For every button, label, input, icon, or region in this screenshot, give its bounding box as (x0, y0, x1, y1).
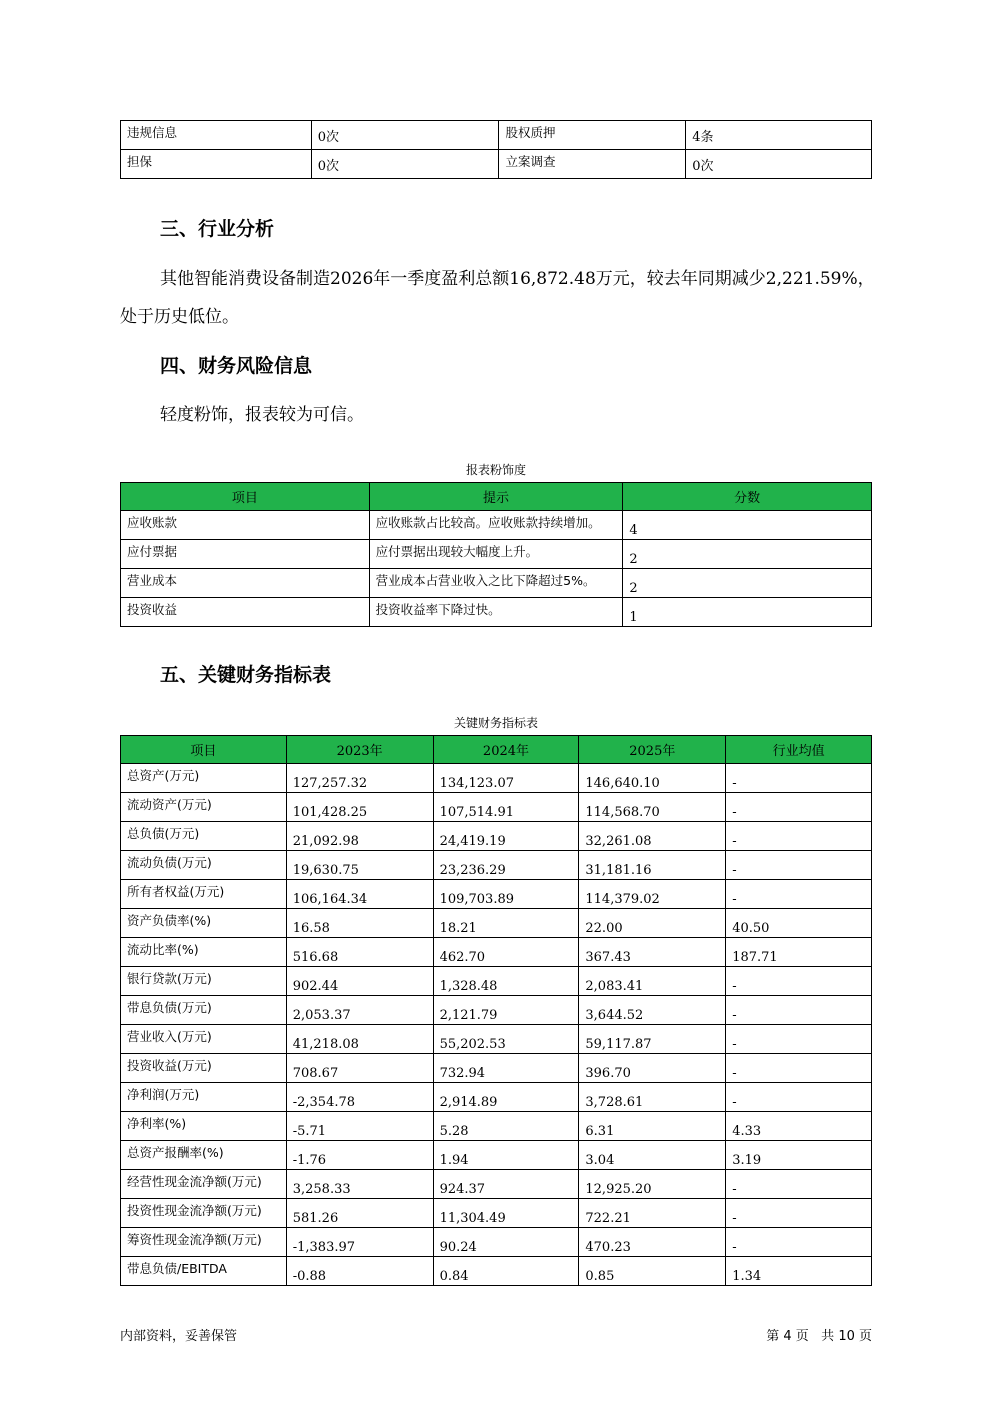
kpi-table-caption: 关键财务指标表 (453, 716, 538, 730)
kpi-item: 流动比率(%) (121, 938, 287, 967)
kpi-item: 营业收入(万元) (121, 1025, 287, 1054)
info-label: 违规信息 (121, 121, 312, 150)
kpi-value: 396.70 (579, 1054, 726, 1083)
table-row (121, 1228, 872, 1257)
kpi-header-cell: 行业均值 (726, 736, 872, 764)
section-5-title: 五、关键财务指标表 (160, 664, 332, 686)
kpi-value: 187.71 (726, 938, 872, 967)
kpi-value: -5.71 (286, 1112, 433, 1141)
info-label: 股权质押 (499, 121, 686, 150)
kpi-value: - (726, 793, 872, 822)
risk-header-cell: 项目 (121, 483, 370, 511)
kpi-value: 0.84 (433, 1257, 579, 1286)
kpi-value: 11,304.49 (433, 1199, 579, 1228)
kpi-value: - (726, 1025, 872, 1054)
risk-item: 应付票据 (121, 540, 370, 569)
kpi-value: 24,419.19 (433, 822, 579, 851)
kpi-value: 516.68 (286, 938, 433, 967)
kpi-value: 23,236.29 (433, 851, 579, 880)
kpi-value: 127,257.32 (286, 764, 433, 793)
info-row (121, 150, 872, 179)
kpi-header-cell: 2024年 (433, 736, 579, 764)
table-row (121, 598, 872, 627)
kpi-value: - (726, 1199, 872, 1228)
kpi-item: 资产负债率(%) (121, 909, 287, 938)
kpi-item: 流动负债(万元) (121, 851, 287, 880)
table-row (121, 822, 872, 851)
kpi-value: 1.34 (726, 1257, 872, 1286)
kpi-value: 6.31 (579, 1112, 726, 1141)
risk-score: 4 (623, 511, 872, 540)
kpi-value: 924.37 (433, 1170, 579, 1199)
kpi-item: 带息负债/EBITDA (121, 1257, 287, 1286)
risk-item: 营业成本 (121, 569, 370, 598)
info-value: 0次 (311, 121, 499, 150)
table-row (121, 540, 872, 569)
kpi-value: 3,258.33 (286, 1170, 433, 1199)
info-row (121, 121, 872, 150)
kpi-value: 114,568.70 (579, 793, 726, 822)
section-3-text-line1: 其他智能消费设备制造2026年一季度盈利总额16,872.48万元，较去年同期减少2,221.59%， (160, 269, 875, 289)
page-number: 第 4 页 共 10 页 (766, 1329, 872, 1344)
kpi-value: 2,083.41 (579, 967, 726, 996)
kpi-item: 投资收益(万元) (121, 1054, 287, 1083)
kpi-value: - (726, 967, 872, 996)
table-row (121, 1054, 872, 1083)
kpi-value: 55,202.53 (433, 1025, 579, 1054)
kpi-value: 4.33 (726, 1112, 872, 1141)
kpi-value: 0.85 (579, 1257, 726, 1286)
risk-score: 2 (623, 569, 872, 598)
table-row (121, 880, 872, 909)
info-table (120, 120, 872, 179)
table-row (121, 1199, 872, 1228)
kpi-item: 净利润(万元) (121, 1083, 287, 1112)
risk-header-cell: 分数 (623, 483, 872, 511)
table-row (121, 967, 872, 996)
kpi-value: 114,379.02 (579, 880, 726, 909)
kpi-value: - (726, 996, 872, 1025)
kpi-value: -0.88 (286, 1257, 433, 1286)
kpi-item: 所有者权益(万元) (121, 880, 287, 909)
risk-score: 2 (623, 540, 872, 569)
info-value: 4条 (686, 121, 872, 150)
kpi-item: 经营性现金流净额(万元) (121, 1170, 287, 1199)
kpi-value: 708.67 (286, 1054, 433, 1083)
kpi-value: 3,644.52 (579, 996, 726, 1025)
kpi-value: 101,428.25 (286, 793, 433, 822)
risk-item: 应收账款 (121, 511, 370, 540)
table-row (121, 1257, 872, 1286)
kpi-value: 90.24 (433, 1228, 579, 1257)
kpi-value: 106,164.34 (286, 880, 433, 909)
kpi-table (120, 735, 872, 1286)
kpi-value: 462.70 (433, 938, 579, 967)
kpi-value: 41,218.08 (286, 1025, 433, 1054)
table-row (121, 996, 872, 1025)
risk-table (120, 482, 872, 627)
risk-header-cell: 提示 (369, 483, 623, 511)
kpi-value: - (726, 822, 872, 851)
kpi-item: 流动资产(万元) (121, 793, 287, 822)
kpi-value: - (726, 851, 872, 880)
section-4-title: 四、财务风险信息 (160, 355, 313, 377)
kpi-value: 3.19 (726, 1141, 872, 1170)
kpi-header-cell: 2025年 (579, 736, 726, 764)
kpi-value: 3.04 (579, 1141, 726, 1170)
kpi-value: - (726, 1054, 872, 1083)
risk-item: 投资收益 (121, 598, 370, 627)
kpi-value: 109,703.89 (433, 880, 579, 909)
kpi-value: - (726, 880, 872, 909)
kpi-item: 总负债(万元) (121, 822, 287, 851)
kpi-value: 146,640.10 (579, 764, 726, 793)
section-3-text-line2: 处于历史低位。 (120, 307, 239, 327)
kpi-item: 总资产报酬率(%) (121, 1141, 287, 1170)
info-label: 立案调查 (499, 150, 686, 179)
risk-hint: 营业成本占营业收入之比下降超过5%。 (369, 569, 623, 598)
table-row (121, 1170, 872, 1199)
kpi-value: 367.43 (579, 938, 726, 967)
kpi-value: 2,914.89 (433, 1083, 579, 1112)
table-row (121, 851, 872, 880)
info-value: 0次 (686, 150, 872, 179)
kpi-item: 投资性现金流净额(万元) (121, 1199, 287, 1228)
kpi-value: -1.76 (286, 1141, 433, 1170)
kpi-value: 3,728.61 (579, 1083, 726, 1112)
section-3-title: 三、行业分析 (160, 218, 275, 240)
kpi-value: - (726, 1228, 872, 1257)
info-value: 0次 (311, 150, 499, 179)
table-row (121, 938, 872, 967)
kpi-item: 银行贷款(万元) (121, 967, 287, 996)
kpi-value: 470.23 (579, 1228, 726, 1257)
kpi-item: 筹资性现金流净额(万元) (121, 1228, 287, 1257)
risk-table-caption: 报表粉饰度 (465, 463, 526, 477)
kpi-value: 12,925.20 (579, 1170, 726, 1199)
table-row (121, 1025, 872, 1054)
kpi-header-cell: 项目 (121, 736, 287, 764)
kpi-value: 16.58 (286, 909, 433, 938)
table-row (121, 511, 872, 540)
kpi-value: 31,181.16 (579, 851, 726, 880)
kpi-value: 902.44 (286, 967, 433, 996)
kpi-value: 22.00 (579, 909, 726, 938)
kpi-value: 732.94 (433, 1054, 579, 1083)
kpi-value: 1.94 (433, 1141, 579, 1170)
kpi-value: 40.50 (726, 909, 872, 938)
table-row (121, 793, 872, 822)
table-row (121, 764, 872, 793)
table-row (121, 1112, 872, 1141)
kpi-value: - (726, 1170, 872, 1199)
kpi-item: 带息负债(万元) (121, 996, 287, 1025)
table-row (121, 909, 872, 938)
kpi-value: 2,053.37 (286, 996, 433, 1025)
kpi-value: 32,261.08 (579, 822, 726, 851)
footer-note: 内部资料，妥善保管 (120, 1329, 238, 1344)
kpi-value: 722.21 (579, 1199, 726, 1228)
risk-hint: 投资收益率下降过快。 (369, 598, 623, 627)
risk-score: 1 (623, 598, 872, 627)
kpi-item: 净利率(%) (121, 1112, 287, 1141)
risk-hint: 应付票据出现较大幅度上升。 (369, 540, 623, 569)
kpi-value: 134,123.07 (433, 764, 579, 793)
kpi-item: 总资产(万元) (121, 764, 287, 793)
kpi-value: 59,117.87 (579, 1025, 726, 1054)
kpi-value: - (726, 1083, 872, 1112)
kpi-value: 107,514.91 (433, 793, 579, 822)
kpi-value: 1,328.48 (433, 967, 579, 996)
table-row (121, 569, 872, 598)
risk-hint: 应收账款占比较高。应收账款持续增加。 (369, 511, 623, 540)
table-row (121, 1083, 872, 1112)
kpi-value: 21,092.98 (286, 822, 433, 851)
kpi-value: 2,121.79 (433, 996, 579, 1025)
kpi-value: 18.21 (433, 909, 579, 938)
kpi-value: -2,354.78 (286, 1083, 433, 1112)
kpi-value: -1,383.97 (286, 1228, 433, 1257)
kpi-value: - (726, 764, 872, 793)
section-4-text: 轻度粉饰，报表较为可信。 (160, 405, 364, 425)
info-label: 担保 (121, 150, 312, 179)
kpi-value: 5.28 (433, 1112, 579, 1141)
kpi-value: 19,630.75 (286, 851, 433, 880)
table-row (121, 1141, 872, 1170)
kpi-header-cell: 2023年 (286, 736, 433, 764)
kpi-value: 581.26 (286, 1199, 433, 1228)
